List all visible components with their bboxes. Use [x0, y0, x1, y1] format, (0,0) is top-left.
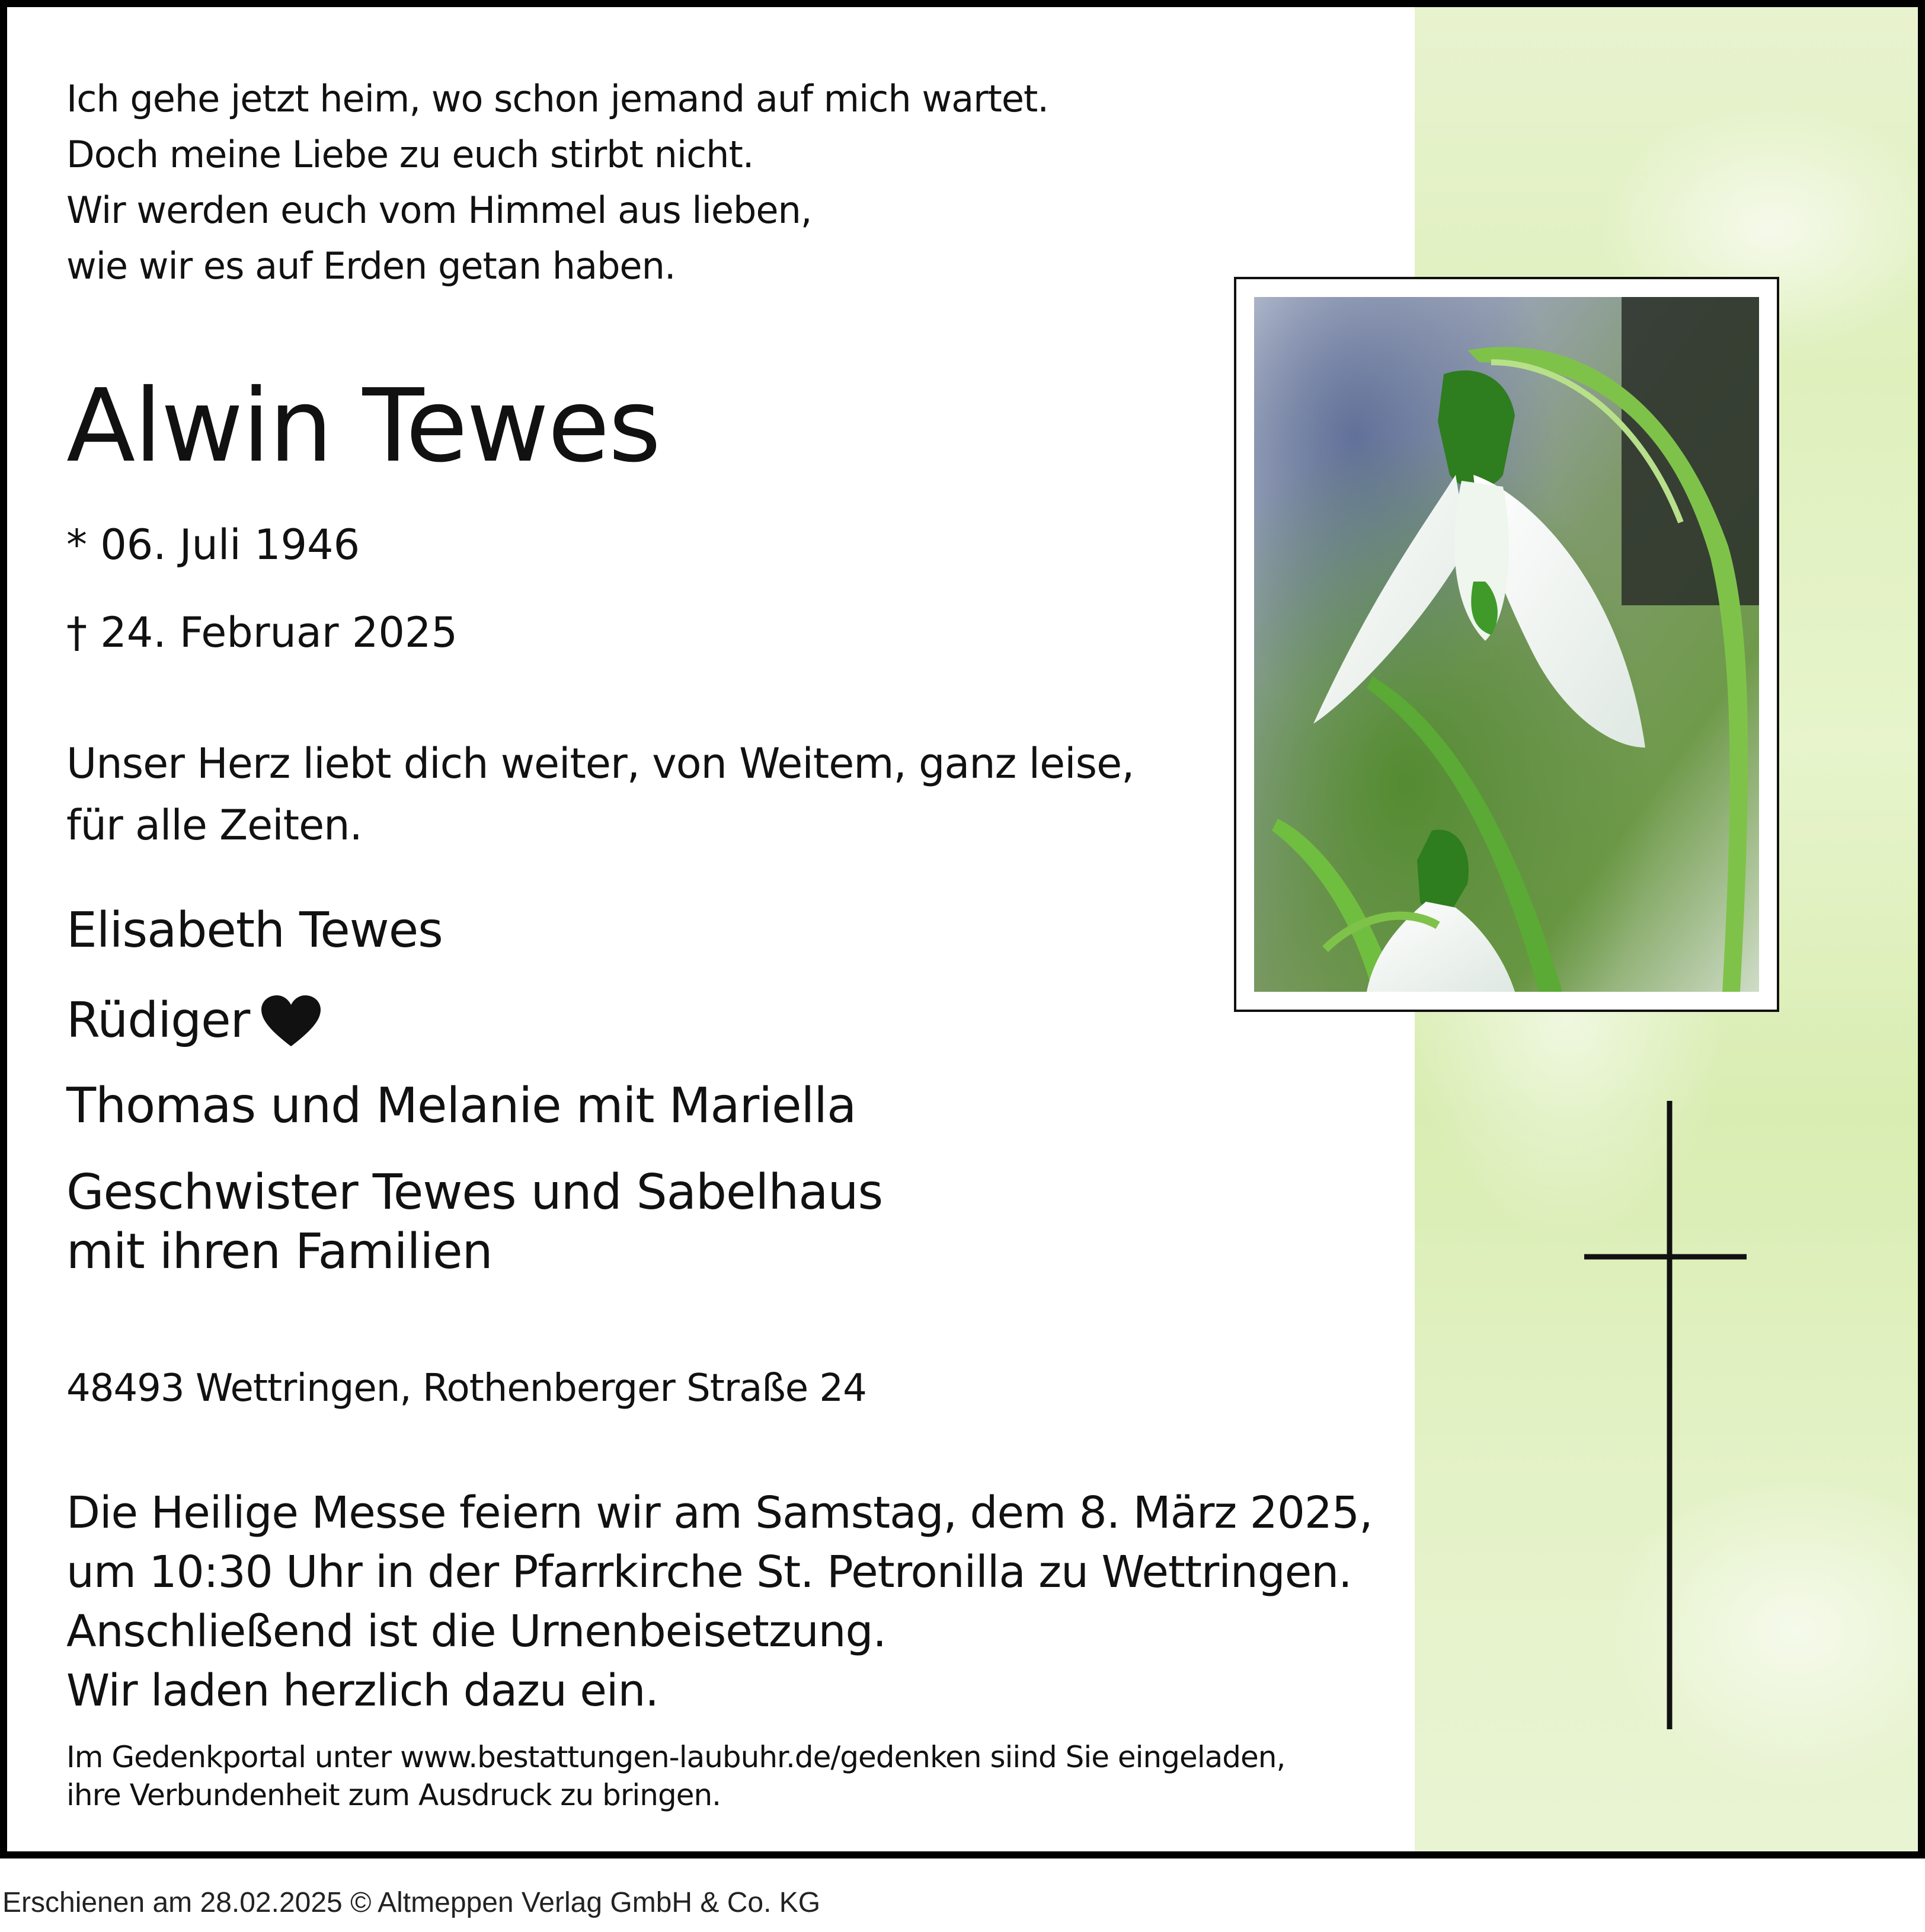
memorial-verse [66, 733, 1134, 856]
mourner-thomas-melanie: Thomas und Melanie mit Mariella [66, 1078, 856, 1134]
cross-icon [1581, 1101, 1758, 1729]
birth-date: * 06. Juli 1946 [66, 520, 360, 569]
heart-icon [259, 994, 323, 1048]
memorial-portal-note [66, 1738, 1285, 1814]
verse-line: Doch meine Liebe zu euch stirbt nicht. [66, 133, 754, 176]
portal-line: ihre Verbundenheit zum Ausdruck zu bringen. [66, 1778, 721, 1812]
mourner-line: Geschwister Tewes und Sabelhaus [66, 1164, 883, 1221]
death-date: † 24. Februar 2025 [66, 608, 458, 657]
verse-line: wie wir es auf Erden getan haben. [66, 244, 676, 288]
mourner-elisabeth: Elisabeth Tewes [66, 902, 443, 959]
address: 48493 Wettringen, Rothenberger Straße 24 [66, 1366, 866, 1410]
verse-line: Unser Herz liebt dich weiter, von Weitem, ganz leise, [66, 739, 1134, 788]
publication-footer: Erschienen am 28.02.2025 © Altmeppen Verlag GmbH & Co. KG [2, 1887, 821, 1918]
mourner-name: Rüdiger [66, 992, 250, 1049]
mourner-line: mit ihren Familien [66, 1224, 493, 1280]
service-line: um 10:30 Uhr in der Pfarrkirche St. Petronilla zu Wettringen. [66, 1547, 1352, 1598]
portal-line: Im Gedenkportal unter www.bestattungen-laubuhr.de/gedenken siind Sie eingeladen, [66, 1740, 1286, 1774]
mourner-siblings [66, 1163, 882, 1282]
deceased-name: Alwin Tewes [66, 368, 660, 485]
verse-line: Ich gehe jetzt heim, wo schon jemand auf mich wartet. [66, 77, 1049, 120]
mourner-ruediger [66, 991, 323, 1050]
verse-line: für alle Zeiten. [66, 801, 362, 850]
service-line: Anschließend ist die Urnenbeisetzung. [66, 1606, 886, 1657]
service-line: Die Heilige Messe feiern wir am Samstag, dem 8. März 2025, [66, 1487, 1373, 1538]
service-info [66, 1483, 1373, 1720]
service-line: Wir laden herzlich dazu ein. [66, 1665, 658, 1716]
opening-verse [66, 71, 1048, 294]
verse-line: Wir werden euch vom Himmel aus lieben, [66, 189, 812, 232]
photo-frame [1234, 277, 1779, 1012]
snowdrop-flower-photo [1254, 297, 1759, 992]
